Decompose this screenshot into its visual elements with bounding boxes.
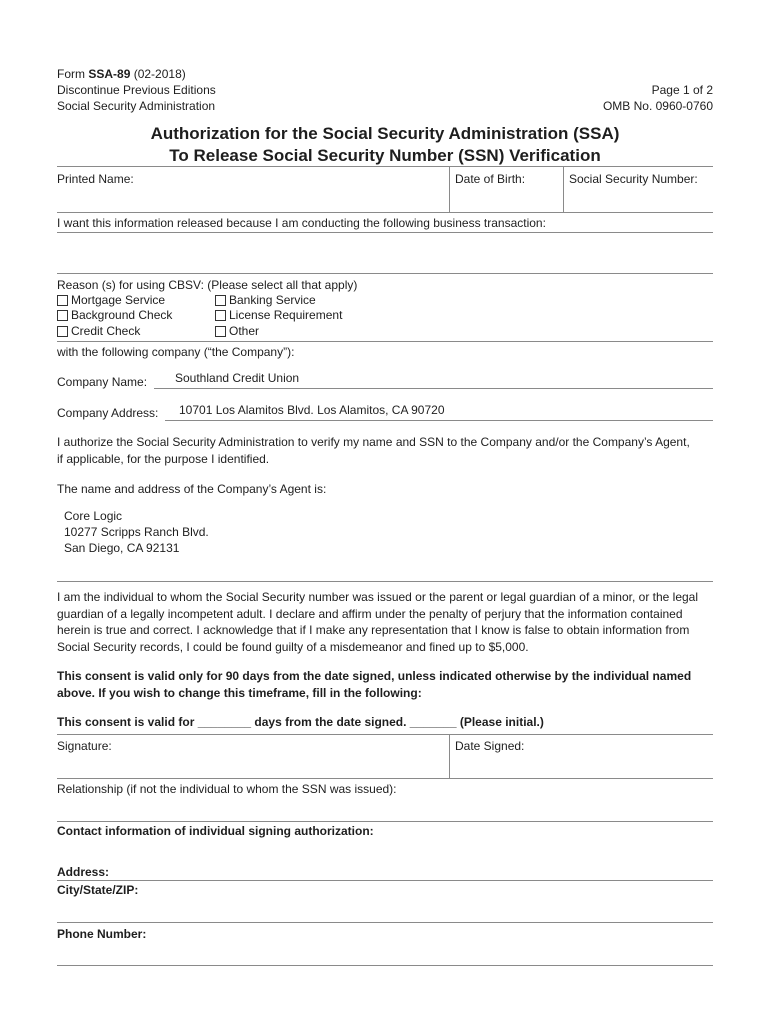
divider [57,166,713,167]
form-number: SSA-89 [88,67,131,81]
company-address-underline [165,420,713,421]
divider [449,166,450,212]
divider [57,778,713,779]
page-number: Page 1 of 2 [651,83,713,97]
date-of-birth-field[interactable] [452,188,560,210]
printed-name-label: Printed Name: [57,172,134,186]
agency-name: Social Security Administration [57,99,216,113]
company-intro: with the following company (“the Company”): [57,345,295,359]
checkbox[interactable] [57,295,68,306]
agent-name: Core Logic [64,509,123,523]
date-signed-field[interactable] [452,755,713,776]
relationship-underline [57,821,713,822]
reason-other[interactable]: Other [215,324,259,339]
divider [57,341,713,342]
authorization-text: I authorize the Social Security Administration to verify my name and SSN to the Company and/or the Company’s Agent, if applicable, for the purpose I identified. [57,435,690,466]
company-name-field[interactable]: Southland Credit Union [175,371,300,385]
divider [57,734,713,735]
consent-timeframe[interactable]: This consent is valid for ________ days from the date signed. _______ (Please initial.) [57,715,544,729]
company-name-underline [154,388,713,389]
reason-license-requirement[interactable]: License Requirement [215,308,342,323]
declaration-text: I am the individual to whom the Social Security number was issued or the parent or legal guardian of a minor, or the legal guardian of a legally incompetent adult. I declare and affirm under the penalty of perjury that the information contained herein is true and correct. I acknowledge that if I make any representation that I know is false to obtain information from Social Security records, I could be found guilty of a misdemeanor and fined up to $5,000. [57,590,699,654]
form-title-line2: To Release Social Security Number (SSN) Verification [169,146,601,165]
checkbox[interactable] [57,326,68,337]
divider [57,273,713,274]
omb-number: OMB No. 0960-0760 [602,99,713,113]
printed-name-field[interactable] [57,188,447,210]
consent-text: This consent is valid only for 90 days from the date signed, unless indicated otherwise by the individual named above. If you wish to change this timeframe, fill in the following: [57,669,692,700]
reason-banking-service[interactable]: Banking Service [215,293,316,308]
divider [57,581,713,582]
date-signed-label: Date Signed: [455,739,525,753]
relationship-label: Relationship (if not the individual to whom the SSN was issued): [57,782,397,796]
checkbox[interactable] [215,295,226,306]
phone-number-label: Phone Number: [57,927,147,941]
address-underline [57,880,713,881]
transaction-label: I want this information released because I am conducting the following business transaction: [57,216,546,230]
company-address-label: Company Address: [57,406,159,420]
company-name-label: Company Name: [57,375,148,389]
company-address-field[interactable]: 10701 Los Alamitos Blvd. Los Alamitos, CA 90720 [179,403,445,417]
checkbox[interactable] [215,310,226,321]
agent-label: The name and address of the Company’s Agent is: [57,482,327,496]
divider [449,734,450,778]
date-of-birth-label: Date of Birth: [455,172,526,186]
checkbox[interactable] [57,310,68,321]
ssn-field[interactable] [566,188,713,210]
reason-mortgage-service[interactable]: Mortgage Service [57,293,165,308]
ssn-label: Social Security Number: [569,172,698,186]
divider [57,232,713,233]
checkbox[interactable] [215,326,226,337]
agent-address [64,508,209,556]
agent-city: San Diego, CA 92131 [64,541,180,555]
reasons-label: Reason (s) for using CBSV: (Please select all that apply) [57,278,358,292]
signature-field[interactable] [57,755,447,776]
transaction-field[interactable] [57,236,713,270]
form-id: Form SSA-89 (02-2018) [57,67,186,81]
signature-label: Signature: [57,739,112,753]
city-state-zip-label: City/State/ZIP: [57,883,139,897]
agent-street: 10277 Scripps Ranch Blvd. [64,525,209,539]
reason-background-check[interactable]: Background Check [57,308,172,323]
reason-credit-check[interactable]: Credit Check [57,324,140,339]
address-label: Address: [57,865,110,879]
divider [57,212,713,213]
phone-number-underline [57,965,713,966]
contact-heading: Contact information of individual signing authorization: [57,824,374,838]
city-state-zip-underline [57,922,713,923]
form-title-line1: Authorization for the Social Security Administration (SSA) [150,124,620,143]
divider [563,166,564,212]
discontinue-note: Discontinue Previous Editions [57,83,216,97]
